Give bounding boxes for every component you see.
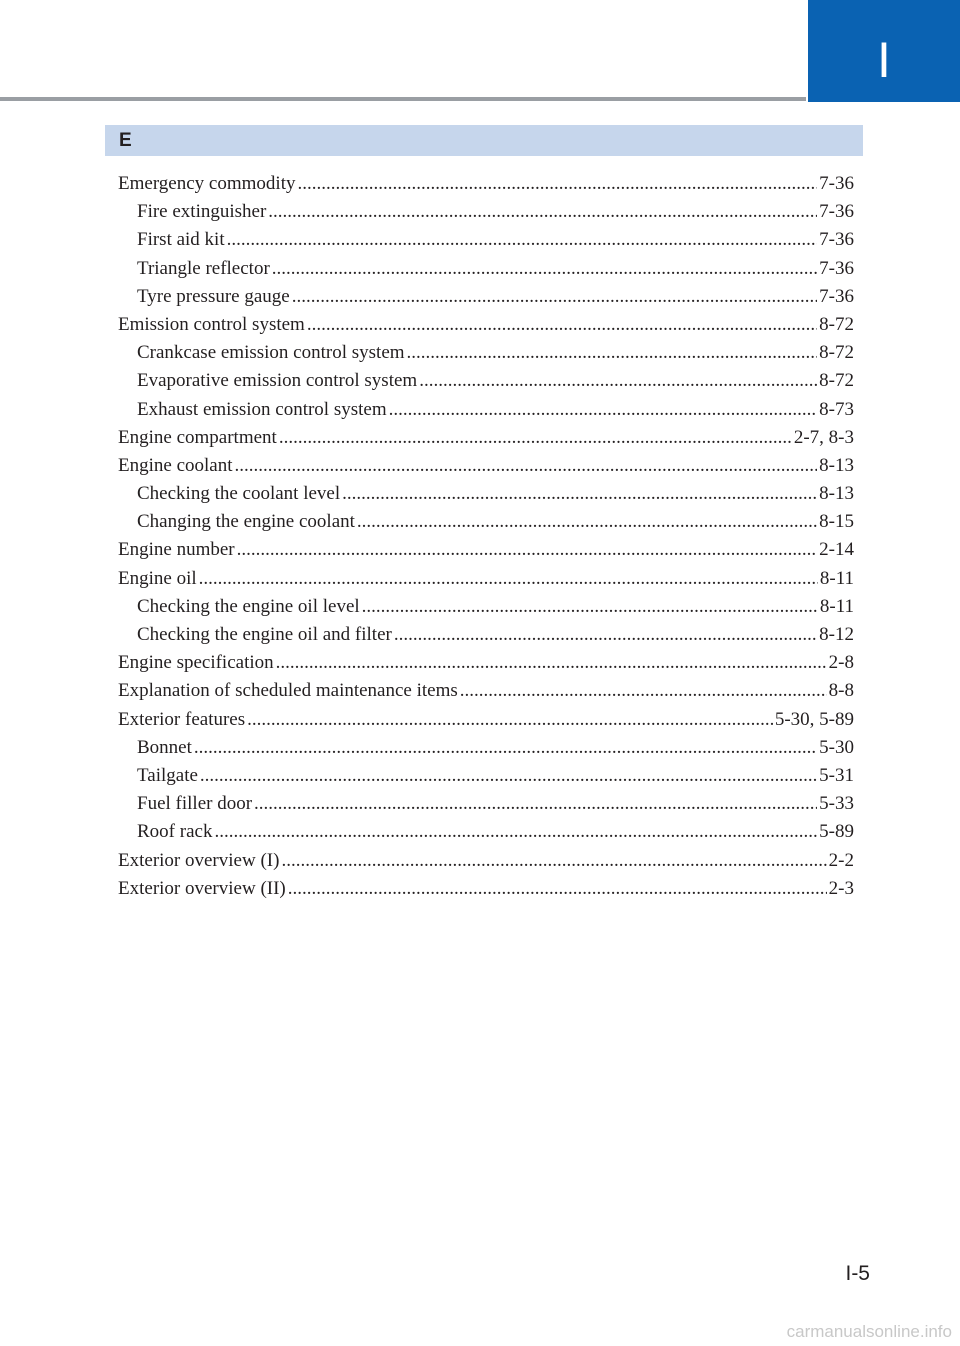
entry-label: Fuel filler door <box>137 793 253 815</box>
section-header <box>105 125 863 156</box>
dot-leader <box>254 790 817 818</box>
entry-page-ref: 5-30 <box>819 736 854 758</box>
entry-label: Emergency commodity <box>118 173 296 194</box>
entry-page-ref: 2-7, 8-3 <box>793 426 854 448</box>
entry-page-ref: 7-36 <box>819 201 854 223</box>
entry-page-ref: 7-36 <box>819 229 854 251</box>
dot-leader <box>394 621 817 649</box>
index-subentry <box>118 480 854 508</box>
entry-page-ref: 5-31 <box>819 764 854 786</box>
index-entry <box>118 536 854 564</box>
entry-page-ref: 7-36 <box>819 285 854 307</box>
dot-leader <box>281 847 826 875</box>
index-subentry <box>118 818 854 846</box>
index-subentry <box>118 762 854 790</box>
section-letter: E <box>119 130 132 151</box>
entry-page-ref: 7-36 <box>819 173 854 194</box>
page-number: I-5 <box>845 1262 870 1285</box>
entry-label: Checking the engine oil level <box>137 595 360 617</box>
entry-label: Engine oil <box>118 567 197 589</box>
index-subentry <box>118 508 854 536</box>
index-entry <box>118 875 854 903</box>
dot-leader <box>247 706 773 734</box>
dot-leader <box>227 226 818 254</box>
index-subentry <box>118 396 854 424</box>
entry-label: Exterior overview (II) <box>118 877 286 899</box>
header-rule <box>0 97 806 101</box>
entry-label: Evaporative emission control system <box>137 370 418 392</box>
index-entry <box>118 424 854 452</box>
index-entry <box>118 170 854 198</box>
entry-page-ref: 8-13 <box>819 483 854 505</box>
entry-label: Engine number <box>118 539 235 561</box>
entry-label: Engine coolant <box>118 454 233 476</box>
entry-label: Changing the engine coolant <box>137 511 355 533</box>
entry-page-ref: 8-11 <box>819 595 854 617</box>
entry-page-ref: 2-3 <box>828 877 854 899</box>
entry-page-ref: 8-11 <box>819 567 854 589</box>
entry-page-ref: 8-72 <box>819 342 854 364</box>
entry-label: Fire extinguisher <box>137 201 267 223</box>
dot-leader <box>357 508 817 536</box>
dot-leader <box>307 311 817 339</box>
dot-leader <box>460 677 827 705</box>
entry-page-ref: 8-72 <box>819 313 854 335</box>
dot-leader <box>407 339 818 367</box>
entry-page-ref: 2-2 <box>828 849 854 871</box>
dot-leader <box>272 255 817 283</box>
index-tab-letter: I <box>877 32 891 88</box>
index-subentry <box>118 283 854 311</box>
entry-page-ref: 8-8 <box>828 680 854 702</box>
entry-page-ref: 2-8 <box>828 652 854 674</box>
dot-leader <box>199 565 818 593</box>
entry-label: Crankcase emission control system <box>137 342 405 364</box>
entry-label: Triangle reflector <box>137 257 270 279</box>
entry-page-ref: 5-89 <box>819 821 854 843</box>
index-entry <box>118 649 854 677</box>
index-tab <box>808 0 960 102</box>
dot-leader <box>237 536 818 564</box>
dot-leader <box>279 424 792 452</box>
entry-page-ref: 8-73 <box>819 398 854 420</box>
entry-label: Roof rack <box>137 821 213 843</box>
index-entry <box>118 565 854 593</box>
dot-leader <box>419 367 817 395</box>
dot-leader <box>268 198 817 226</box>
entry-label: Bonnet <box>137 736 192 758</box>
index-entry <box>118 311 854 339</box>
entry-label: Engine specification <box>118 652 274 674</box>
dot-leader <box>342 480 817 508</box>
index-entry <box>118 847 854 875</box>
index-subentry <box>118 198 854 226</box>
entry-label: Checking the coolant level <box>137 483 341 505</box>
index-subentry <box>118 255 854 283</box>
index-subentry <box>118 593 854 621</box>
entry-label: Exhaust emission control system <box>137 398 387 420</box>
dot-leader <box>194 734 817 762</box>
entry-page-ref: 2-14 <box>819 539 854 561</box>
dot-leader <box>276 649 827 677</box>
entry-page-ref: 7-36 <box>819 257 854 279</box>
entry-label: Tailgate <box>137 764 198 786</box>
dot-leader <box>389 396 818 424</box>
entry-page-ref: 5-30, 5-89 <box>774 708 854 730</box>
entry-label: First aid kit <box>137 229 225 251</box>
entry-page-ref: 5-33 <box>819 793 854 815</box>
index-subentry <box>118 621 854 649</box>
dot-leader <box>214 818 817 846</box>
entry-label: Exterior features <box>118 708 246 730</box>
entry-label: Emission control system <box>118 313 305 335</box>
index-entry-list <box>118 170 854 903</box>
dot-leader <box>288 875 827 903</box>
entry-page-ref: 8-13 <box>819 454 854 476</box>
dot-leader <box>235 452 818 480</box>
entry-page-ref: 8-72 <box>819 370 854 392</box>
entry-label: Checking the engine oil and filter <box>137 624 392 645</box>
entry-label: Tyre pressure gauge <box>137 285 290 307</box>
index-entry <box>118 706 854 734</box>
entry-label: Explanation of scheduled maintenance items <box>118 680 458 702</box>
entry-label: Exterior overview (I) <box>118 849 280 871</box>
watermark: carmanualsonline.info <box>786 1322 952 1341</box>
entry-label: Engine compartment <box>118 426 277 448</box>
index-subentry <box>118 226 854 254</box>
dot-leader <box>362 593 818 621</box>
dot-leader <box>292 283 817 311</box>
dot-leader <box>297 170 817 198</box>
index-entry <box>118 452 854 480</box>
index-subentry <box>118 367 854 395</box>
index-subentry <box>118 790 854 818</box>
index-subentry <box>118 734 854 762</box>
entry-page-ref: 8-15 <box>819 511 854 533</box>
index-subentry <box>118 339 854 367</box>
dot-leader <box>200 762 817 790</box>
index-entry <box>118 677 854 705</box>
entry-page-ref: 8-12 <box>819 624 854 645</box>
